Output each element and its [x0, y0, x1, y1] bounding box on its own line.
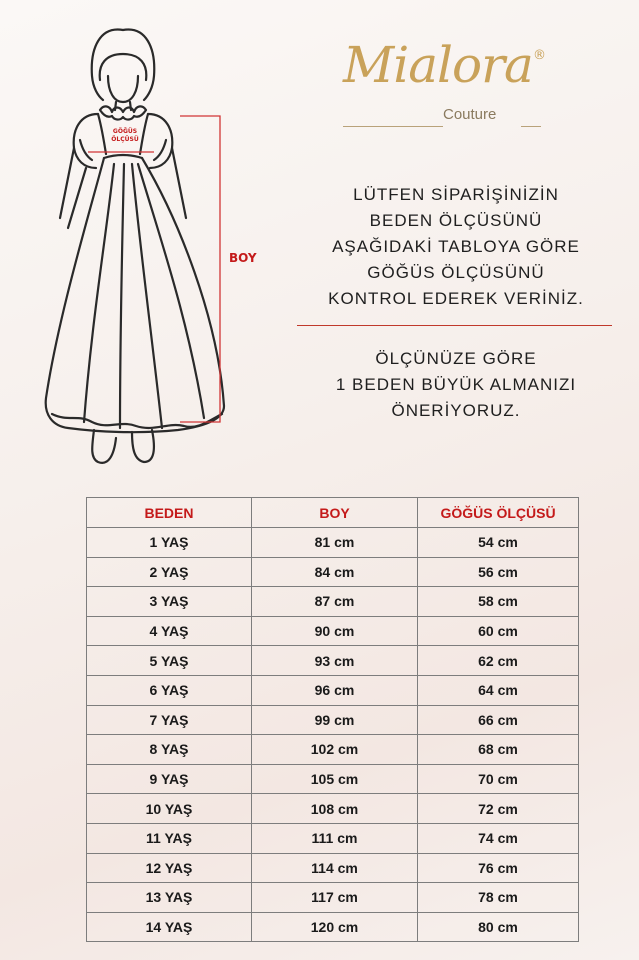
cell-boy: 120 cm	[252, 912, 418, 942]
logo-underline-left	[343, 126, 443, 127]
table-row	[87, 853, 579, 883]
table-row	[87, 705, 579, 735]
table-row	[87, 823, 579, 853]
cell-beden: 3 YAŞ	[87, 587, 252, 617]
cell-gogus: 56 cm	[418, 557, 579, 587]
cell-boy: 105 cm	[252, 764, 418, 794]
section-divider	[297, 325, 612, 326]
cell-beden: 9 YAŞ	[87, 764, 252, 794]
table-row	[87, 883, 579, 913]
cell-boy: 84 cm	[252, 557, 418, 587]
table-header-row	[87, 498, 579, 528]
cell-beden: 6 YAŞ	[87, 675, 252, 705]
cell-beden: 13 YAŞ	[87, 883, 252, 913]
cell-gogus: 54 cm	[418, 528, 579, 558]
cell-beden: 5 YAŞ	[87, 646, 252, 676]
header-boy: BOY	[252, 498, 418, 528]
table-row	[87, 735, 579, 765]
cell-gogus: 58 cm	[418, 587, 579, 617]
cell-boy: 93 cm	[252, 646, 418, 676]
cell-boy: 87 cm	[252, 587, 418, 617]
table-row	[87, 764, 579, 794]
size-chart-table	[86, 497, 579, 942]
recommendation-line: 1 BEDEN BÜYÜK ALMANIZI	[335, 375, 577, 394]
registered-mark: ®	[533, 48, 546, 63]
table-row	[87, 587, 579, 617]
cell-boy: 96 cm	[252, 675, 418, 705]
chest-measure-label-line2: ÖLÇÜSÜ	[111, 136, 139, 143]
cell-gogus: 70 cm	[418, 764, 579, 794]
cell-gogus: 78 cm	[418, 883, 579, 913]
cell-boy: 102 cm	[252, 735, 418, 765]
cell-beden: 7 YAŞ	[87, 705, 252, 735]
cell-beden: 4 YAŞ	[87, 616, 252, 646]
length-measure-label: BOY	[229, 251, 257, 265]
cell-gogus: 72 cm	[418, 794, 579, 824]
cell-gogus: 62 cm	[418, 646, 579, 676]
order-notice-line: GÖĞÜS ÖLÇÜSÜNÜ	[367, 263, 545, 282]
logo-underline-right	[521, 126, 541, 127]
order-notice-line: LÜTFEN SİPARİŞİNİZİN	[353, 185, 559, 204]
table-row	[87, 616, 579, 646]
order-notice-line: KONTROL EDEREK VERİNİZ.	[328, 289, 584, 308]
header-gogus: GÖĞÜS ÖLÇÜSÜ	[418, 498, 579, 528]
cell-boy: 111 cm	[252, 823, 418, 853]
cell-boy: 99 cm	[252, 705, 418, 735]
order-notice-line: AŞAĞIDAKİ TABLOYA GÖRE	[332, 237, 580, 256]
cell-beden: 1 YAŞ	[87, 528, 252, 558]
cell-beden: 12 YAŞ	[87, 853, 252, 883]
table-row	[87, 646, 579, 676]
brand-logo	[335, 36, 555, 132]
table-row	[87, 912, 579, 942]
cell-beden: 14 YAŞ	[87, 912, 252, 942]
header-beden: BEDEN	[87, 498, 252, 528]
cell-beden: 11 YAŞ	[87, 823, 252, 853]
order-notice-line: BEDEN ÖLÇÜSÜNÜ	[369, 211, 543, 230]
cell-gogus: 68 cm	[418, 735, 579, 765]
size-recommendation	[296, 346, 616, 424]
table-row	[87, 528, 579, 558]
chest-measure-label	[103, 128, 147, 144]
brand-name: Mialora	[343, 36, 533, 94]
cell-boy: 117 cm	[252, 883, 418, 913]
table-row	[87, 557, 579, 587]
cell-beden: 8 YAŞ	[87, 735, 252, 765]
cell-gogus: 80 cm	[418, 912, 579, 942]
table-row	[87, 794, 579, 824]
recommendation-line: ÖNERİYORUZ.	[391, 401, 521, 420]
cell-gogus: 66 cm	[418, 705, 579, 735]
cell-beden: 2 YAŞ	[87, 557, 252, 587]
cell-boy: 90 cm	[252, 616, 418, 646]
cell-gogus: 76 cm	[418, 853, 579, 883]
cell-gogus: 74 cm	[418, 823, 579, 853]
brand-subtitle: Couture	[443, 106, 497, 123]
cell-gogus: 60 cm	[418, 616, 579, 646]
order-notice	[296, 182, 616, 312]
chest-measure-label-line1: GÖĞÜS	[112, 128, 138, 135]
dress-illustration	[28, 18, 258, 473]
cell-beden: 10 YAŞ	[87, 794, 252, 824]
cell-boy: 81 cm	[252, 528, 418, 558]
cell-gogus: 64 cm	[418, 675, 579, 705]
cell-boy: 114 cm	[252, 853, 418, 883]
cell-boy: 108 cm	[252, 794, 418, 824]
recommendation-line: ÖLÇÜNÜZE GÖRE	[375, 349, 537, 368]
table-row	[87, 675, 579, 705]
